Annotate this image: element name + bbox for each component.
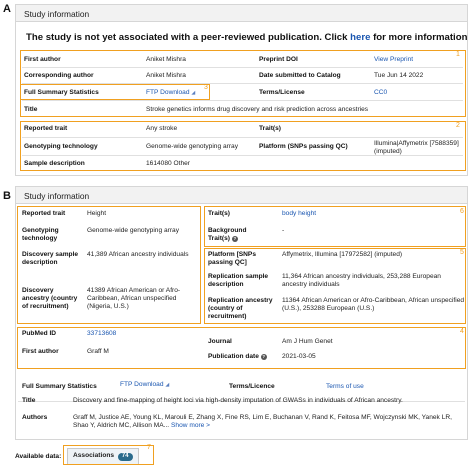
preprint-doi-label: Preprint DOI xyxy=(259,56,298,63)
b-reported-trait-value: Height xyxy=(87,210,107,217)
b-reported-trait-label: Reported trait xyxy=(22,210,66,217)
first-author-value: Aniket Mishra xyxy=(146,56,186,63)
b-pub-date-text: Publication date xyxy=(208,353,259,360)
notice-here-link[interactable]: here xyxy=(350,32,371,43)
b-ftp-download-text: FTP Download xyxy=(120,381,164,388)
highlight-number-2: 2 xyxy=(456,122,460,129)
external-link-icon: ◢ xyxy=(165,382,170,388)
b-pub-date-value: 2021-03-05 xyxy=(282,353,316,360)
cc0-link[interactable]: CC0 xyxy=(374,89,388,96)
b-authors-label: Authors xyxy=(22,414,48,421)
external-link-icon: ◢ xyxy=(191,90,196,96)
available-data-label: Available data: xyxy=(15,453,62,460)
genotyping-label: Genotyping technology xyxy=(24,143,98,150)
panel-b-card-header: Study information xyxy=(16,187,467,204)
terms-license-label: Terms/License xyxy=(259,89,305,96)
highlight-box-left xyxy=(17,206,201,324)
highlight-number-1: 1 xyxy=(456,51,460,58)
sample-description-value: 1614080 Other xyxy=(146,160,190,167)
b-genotyping-label: Genotyping technology xyxy=(22,227,59,243)
b-replication-ancestry-value: 11364 African American or Afro-Caribbean, African unspecified (U.S.), 253288 European (U.S.) xyxy=(282,297,465,313)
b-discovery-ancestry-value: 41389 African American or Afro-Caribbean, African unspecified (Nigeria, U.S.) xyxy=(87,287,181,311)
help-icon[interactable]: ? xyxy=(233,236,237,242)
b-genotyping-value: Genome-wide genotyping array xyxy=(87,227,179,234)
view-preprint-link[interactable]: View Preprint xyxy=(374,56,414,63)
b-discovery-sample-value: 41,389 African ancestry individuals xyxy=(87,251,189,258)
pubmed-id-link[interactable]: 33713608 xyxy=(87,330,117,337)
highlight-box-4 xyxy=(17,327,466,369)
full-summary-label: Full Summary Statistics xyxy=(24,89,99,96)
first-author-label: First author xyxy=(24,56,61,63)
title-label: Title xyxy=(24,106,38,113)
genotyping-value: Genome-wide genotyping array xyxy=(146,143,238,150)
ftp-download-text: FTP Download xyxy=(146,89,190,96)
highlight-number-7: 7 xyxy=(147,444,151,451)
help-icon[interactable]: ? xyxy=(262,354,266,359)
associations-count-badge: 74 xyxy=(118,453,133,461)
highlight-number-6: 6 xyxy=(460,208,464,215)
title-value: Stroke genetics informs drug discovery and risk prediction across ancestries xyxy=(146,106,369,113)
b-terms-label: Terms/Licence xyxy=(229,383,275,390)
b-authors-value xyxy=(73,414,469,430)
corresponding-author-value: Aniket Mishra xyxy=(146,72,186,79)
highlight-box-6 xyxy=(204,206,466,247)
b-replication-ancestry-label: Replication ancestry (country of recruitment) xyxy=(208,297,273,321)
traits-label: Trait(s) xyxy=(259,125,281,132)
b-platform-value: Affymetrix, Illumina [17972582] (imputed) xyxy=(282,251,403,258)
b-pubmed-label: PubMed ID xyxy=(22,330,57,337)
b-first-author-value: Graff M xyxy=(87,348,109,355)
b-title-label: Title xyxy=(22,397,36,404)
sample-description-label: Sample description xyxy=(24,160,85,167)
highlight-number-5: 5 xyxy=(460,249,464,256)
b-platform-label: Platform [SNPs passing QC] xyxy=(208,251,256,267)
b-traits-label: Trait(s) xyxy=(208,210,230,217)
terms-of-use-link[interactable]: Terms of use xyxy=(326,383,364,390)
reported-trait-label: Reported trait xyxy=(24,125,68,132)
b-journal-value: Am J Hum Genet xyxy=(282,338,333,345)
b-background-trait-text: Background Trait(s) xyxy=(208,227,247,243)
body-height-link[interactable]: body height xyxy=(282,210,317,217)
date-submitted-label: Date submitted to Catalog xyxy=(259,72,341,79)
highlight-number-4: 4 xyxy=(460,328,464,335)
b-first-author-label: First author xyxy=(22,348,59,355)
preprint-notice xyxy=(26,32,467,44)
date-submitted-value: Tue Jun 14 2022 xyxy=(374,72,424,79)
highlight-box-5 xyxy=(204,248,466,324)
b-replication-sample-label: Replication sample description xyxy=(208,273,269,289)
show-more-link[interactable]: Show more > xyxy=(171,422,211,430)
platform-label: Platform (SNPs passing QC) xyxy=(259,143,348,150)
b-replication-sample-value: 11,364 African ancestry individuals, 253,288 European ancestry individuals xyxy=(282,273,441,289)
highlight-number-3: 3 xyxy=(204,84,208,91)
corresponding-author-label: Corresponding author xyxy=(24,72,94,79)
b-journal-label: Journal xyxy=(208,338,232,345)
panel-b-letter: B xyxy=(3,190,11,202)
b-title-value: Discovery and fine-mapping of height loci via high-density imputation of GWASs in individuals of African ancestry. xyxy=(73,397,403,404)
b-background-trait-value: - xyxy=(282,227,285,234)
notice-suffix: for more information xyxy=(373,32,468,43)
b-ftp-download-link[interactable] xyxy=(120,381,169,389)
b-full-summary-label: Full Summary Statistics xyxy=(22,383,97,390)
associations-label: Associations xyxy=(73,452,115,459)
b-discovery-sample-label: Discovery sample description xyxy=(22,251,79,267)
notice-prefix: The study is not yet associated with a peer-reviewed publication. Click xyxy=(26,32,348,43)
panel-a-card-header: Study information xyxy=(16,5,467,22)
reported-trait-value: Any stroke xyxy=(146,125,178,132)
b-discovery-ancestry-label: Discovery ancestry (country of recruitment) xyxy=(22,287,78,311)
highlight-box-2 xyxy=(20,121,466,171)
b-authors-text: Graff M, Justice AE, Young KL, Marouli E, Zhang X, Fine RS, Lim E, Buchanan V, Rand K, Feitosa MF, Wojczynski MK, Yanek LR, Shao Y, Aldrich MC, Allison MA... xyxy=(73,414,452,430)
panel-a-letter: A xyxy=(3,3,11,15)
platform-value: Illumina|Affymetrix [7588359] (imputed) xyxy=(374,140,459,156)
highlight-box-7 xyxy=(63,445,154,465)
highlight-box-3 xyxy=(20,84,210,100)
